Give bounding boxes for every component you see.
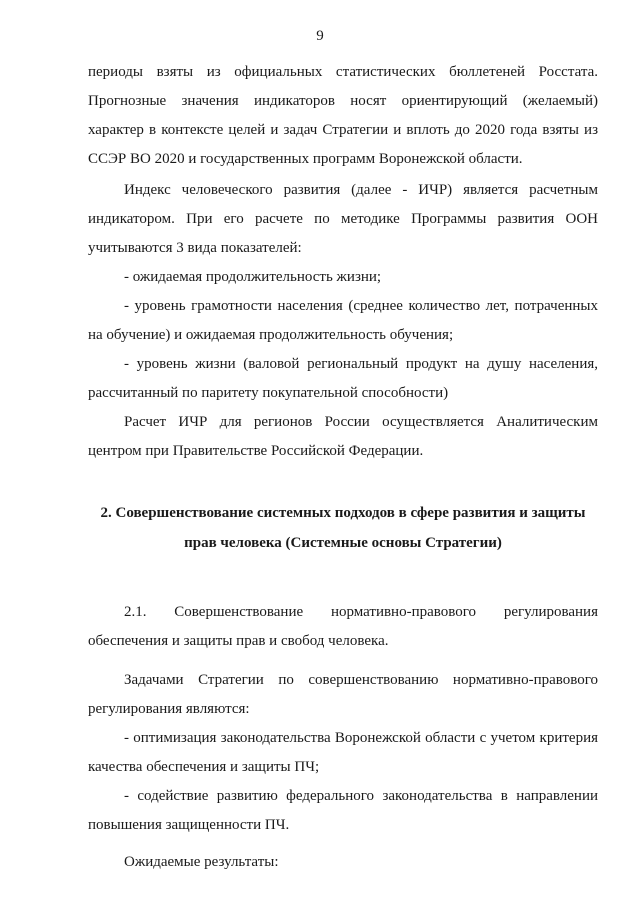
paragraph-hdi-calculation: Расчет ИЧР для регионов России осуществляется Аналитическим центром при Правительстве Российской Федерации. (88, 414, 598, 459)
task-item-federal-support: - содействие развитию федерального законодательства в направлении повышения защищенности ПЧ. (88, 788, 598, 833)
subsection-number: 2.1. (124, 604, 147, 620)
list-item-literacy: - уровень грамотности населения (среднее количество лет, потраченных на обучение) и ожидаемая продолжительность обучения; (88, 298, 598, 343)
document-body (88, 58, 598, 877)
section-heading: 2. Совершенствование системных подходов в сфере развития и защиты прав человека (Системные основы Стратегии) (100, 505, 586, 551)
subsection-heading (88, 598, 598, 656)
expected-results-label: Ожидаемые результаты: (124, 854, 279, 870)
page-number: 9 (316, 28, 324, 44)
subsection-continuation: обеспечения и защиты прав и свобод человека. (88, 633, 389, 649)
list-item-life-expectancy: - ожидаемая продолжительность жизни; (124, 269, 382, 285)
paragraph-hdi-definition: Индекс человеческого развития (далее - ИЧР) является расчетным индикатором. При его расчете по методике Программы развития ООН учитываются 3 вида показателей: (88, 182, 598, 256)
task-item-optimization: - оптимизация законодательства Воронежской области с учетом критерия качества обеспечения и защиты ПЧ; (88, 730, 598, 775)
subsection-heading-line (88, 598, 598, 627)
subsection-word-2: нормативно-правового (330, 604, 477, 620)
list-item-living-standard: - уровень жизни (валовой региональный продукт на душу населения, рассчитанный по паритету покупательной способности) (88, 356, 598, 401)
subsection-word-1: Совершенствование (174, 604, 304, 620)
paragraph-sources: периоды взяты из официальных статистических бюллетеней Росстата. Прогнозные значения индикаторов носят ориентирующий (желаемый) характер в контексте целей и задач Стратегии и вплоть до 2020 года взяты из ССЭР ВО 2020 и государственных программ Воронежской области. (88, 64, 598, 167)
paragraph-tasks-intro: Задачами Стратегии по совершенствованию нормативно-правового регулирования являются: (88, 672, 598, 717)
subsection-word-3: регулирования (503, 604, 598, 620)
